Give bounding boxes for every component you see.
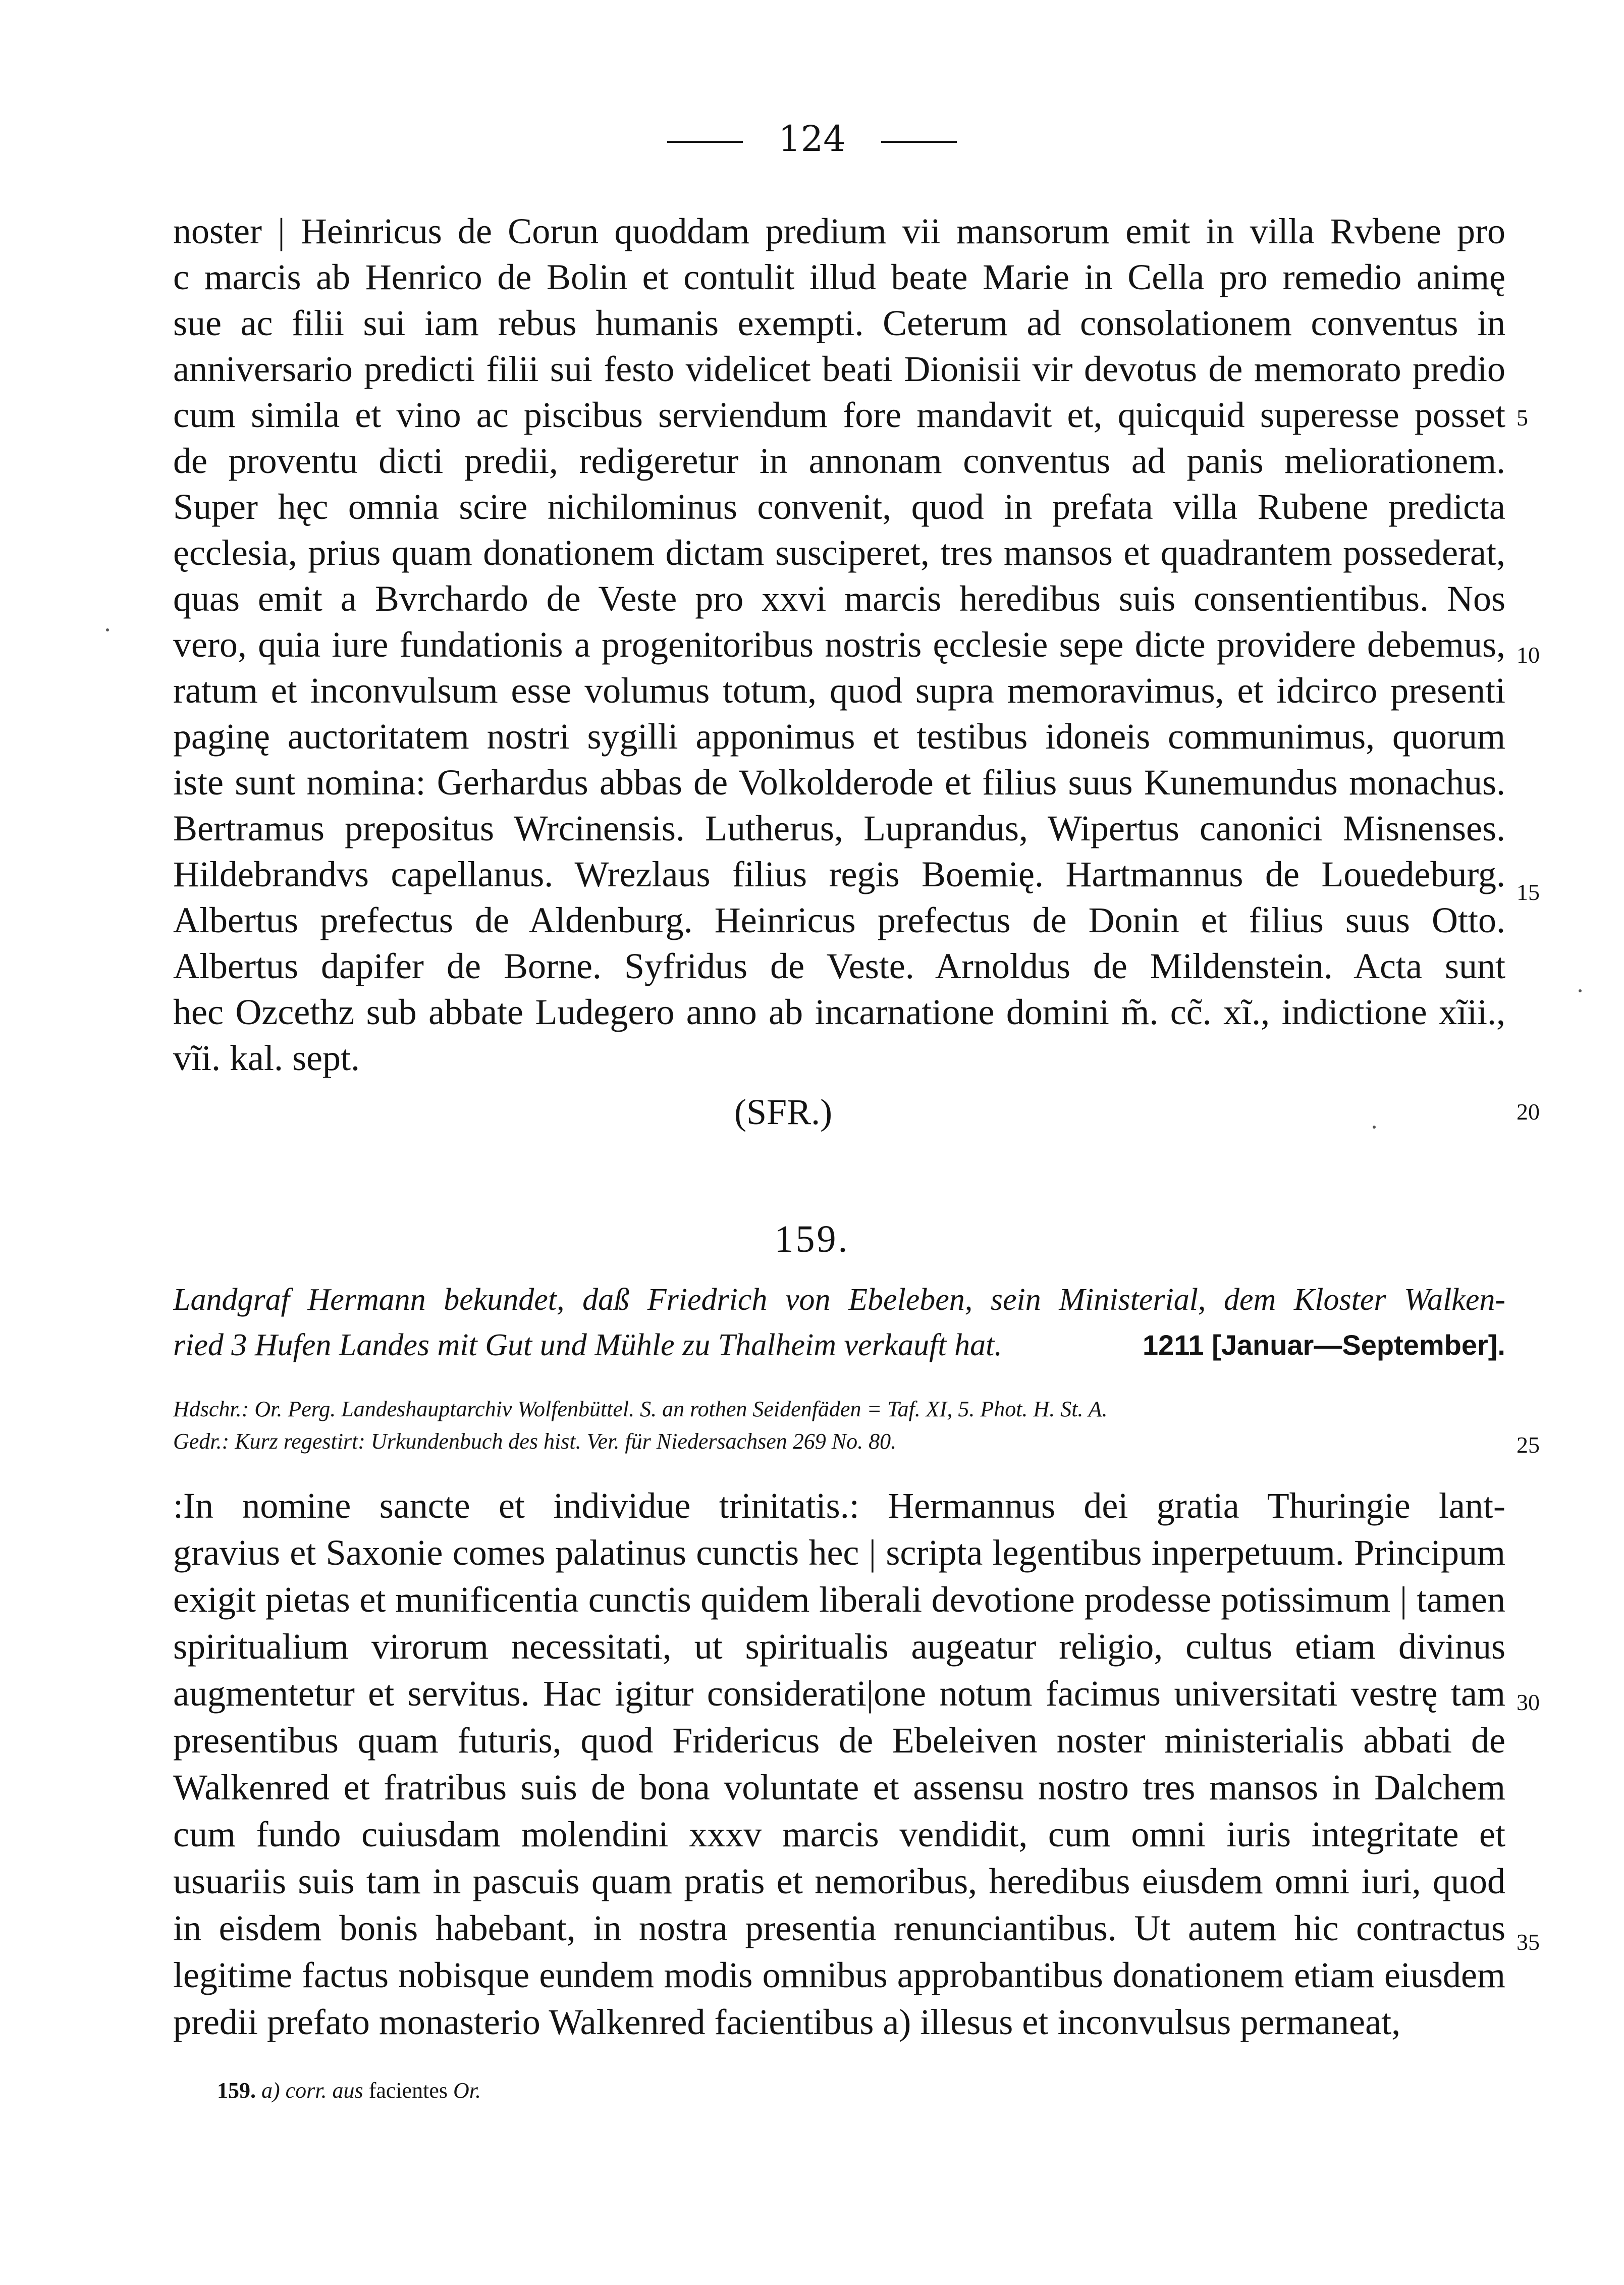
page-number: 124 — [778, 118, 846, 160]
text-line: Walkenred et fratribus suis de bona voluntate et assensu nostro tres mansos in Dalchem — [173, 1767, 1505, 1808]
footnote-marker: a) — [261, 2078, 280, 2103]
header-rule-left — [667, 141, 743, 143]
footnote — [217, 2075, 481, 2107]
footnote-ref: 159. — [217, 2078, 256, 2103]
source-line-manuscript: Hdschr.: Or. Perg. Landeshauptarchiv Wolfenbüttel. S. an rothen Seidenfäden = Taf. XI, 5. Phot. H. St. A. — [173, 1397, 1108, 1421]
text-line: anniversario predicti filii sui festo videlicet beati Dionisii vir devotus de memorato predio — [173, 349, 1505, 389]
text-line: usuariis suis tam in pascuis quam pratis et nemoribus, heredibus eiusdem omni iuri, quod — [173, 1861, 1505, 1901]
text-line: exigit pietas et munificentia cunctis quidem liberali devotione prodesse potissimum | tamen — [173, 1579, 1505, 1620]
text-line: de proventu dicti predii, redigeretur in annonam conventus ad panis meliorationem. — [173, 441, 1505, 481]
text-line: vĩi. kal. sept. — [173, 1038, 360, 1078]
text-line: noster | Heinricus de Corun quoddam predium vii mansorum emit in villa Rvbene pro — [173, 211, 1505, 251]
text-line: Albertus prefectus de Aldenburg. Heinricus prefectus de Donin et filius suus Otto. — [173, 900, 1505, 940]
text-line: iste sunt nomina: Gerhardus abbas de Volkolderode et filius suus Kunemundus monachus. — [173, 762, 1505, 803]
text-line: ratum et inconvulsum esse volumus totum, quod supra memoravimus, et idcirco presenti — [173, 670, 1505, 711]
text-line: Super hęc omnia scire nichilominus convenit, quod in prefata villa Rubene predicta — [173, 487, 1505, 527]
text-line: cum fundo cuiusdam molendini xxxv marcis vendidit, cum omni iuris integritate et — [173, 1814, 1505, 1854]
line-number: 15 — [1517, 879, 1540, 905]
text-line: hec Ozcethz sub abbate Ludegero anno ab incarnatione domini m̃. cc̃. xĩ., indictione xĩii., — [173, 992, 1505, 1032]
text-line: Albertus dapifer de Borne. Syfridus de Veste. Arnoldus de Mildenstein. Acta sunt — [173, 946, 1505, 986]
footnote-source: Or. — [453, 2078, 481, 2103]
scan-speck — [1373, 1126, 1376, 1129]
header-rule-right — [881, 141, 957, 143]
scan-speck — [1579, 989, 1582, 992]
text-line: gravius et Saxonie comes palatinus cunctis hec | scripta legentibus inperpetuum. Principum — [173, 1532, 1505, 1573]
text-line: paginę auctoritatem nostri sygilli apponimus et testibus idoneis communimus, quorum — [173, 716, 1505, 757]
regest-text: ried 3 Hufen Landes mit Gut und Mühle zu Thalheim verkauft hat. — [173, 1328, 1002, 1362]
text-line: in eisdem bonis habebant, in nostra presentia renunciantibus. Ut autem hic contractus — [173, 1908, 1505, 1948]
text-line: predii prefato monasterio Walkenred facientibus a) illesus et inconvulsus permaneat, — [173, 2002, 1401, 2042]
page-header — [0, 116, 1624, 162]
line-number: 30 — [1517, 1689, 1540, 1715]
text-line: c marcis ab Henrico de Bolin et contulit illud beate Marie in Cella pro remedio animę — [173, 257, 1505, 297]
line-number: 35 — [1517, 1929, 1540, 1955]
line-number: 25 — [1517, 1432, 1540, 1458]
text-line: quas emit a Bvrchardo de Veste pro xxvi marcis heredibus suis consentientibus. Nos — [173, 578, 1505, 619]
regest-date: 1211 [Januar—September]. — [1143, 1329, 1505, 1361]
text-line: sue ac filii sui iam rebus humanis exempti. Ceterum ad consolationem conventus in — [173, 303, 1505, 343]
scan-speck — [106, 628, 109, 631]
line-number: 10 — [1517, 642, 1540, 668]
document-number: 159. — [774, 1218, 850, 1260]
text-line: presentibus quam futuris, quod Fridericus de Ebeleiven noster ministerialis abbati de — [173, 1720, 1505, 1761]
line-number: 20 — [1517, 1099, 1540, 1125]
line-number: 5 — [1517, 405, 1528, 431]
text-line: Bertramus prepositus Wrcinensis. Lutherus, Luprandus, Wipertus canonici Misnenses. — [173, 808, 1505, 848]
text-line: augmentetur et servitus. Hac igitur considerati|one notum facimus universitati vestrę tam — [173, 1673, 1505, 1714]
footnote-note: corr. aus — [285, 2078, 363, 2103]
seal-note: (SFR.) — [734, 1092, 833, 1132]
text-line: ęcclesia, prius quam donationem dictam susciperet, tres mansos et quadrantem possederat, — [173, 533, 1505, 573]
regest-line: Landgraf Hermann bekundet, daß Friedrich von Ebeleben, sein Ministerial, dem Kloster Walken- — [173, 1283, 1505, 1317]
text-line: Hildebrandvs capellanus. Wrezlaus filius regis Boemię. Hartmannus de Louedeburg. — [173, 854, 1505, 894]
text-line: vero, quia iure fundationis a progenitoribus nostris ęcclesie sepe dicte providere debemus, — [173, 624, 1505, 665]
text-line: spiritualium virorum necessitati, ut spiritualis augeatur religio, cultus etiam divinus — [173, 1626, 1505, 1667]
regest-line — [173, 1322, 1505, 1368]
source-line-printed: Gedr.: Kurz regestirt: Urkundenbuch des hist. Ver. für Niedersachsen 269 No. 80. — [173, 1429, 897, 1454]
text-line: :In nomine sancte et individue trinitatis.: Hermannus dei gratia Thuringie lant- — [173, 1485, 1505, 1526]
text-line: legitime factus nobisque eundem modis omnibus approbantibus donationem etiam eiusdem — [173, 1955, 1505, 1995]
text-line: cum simila et vino ac piscibus serviendum fore mandavit et, quicquid superesse posset — [173, 395, 1505, 435]
footnote-word: facientes — [368, 2078, 448, 2103]
